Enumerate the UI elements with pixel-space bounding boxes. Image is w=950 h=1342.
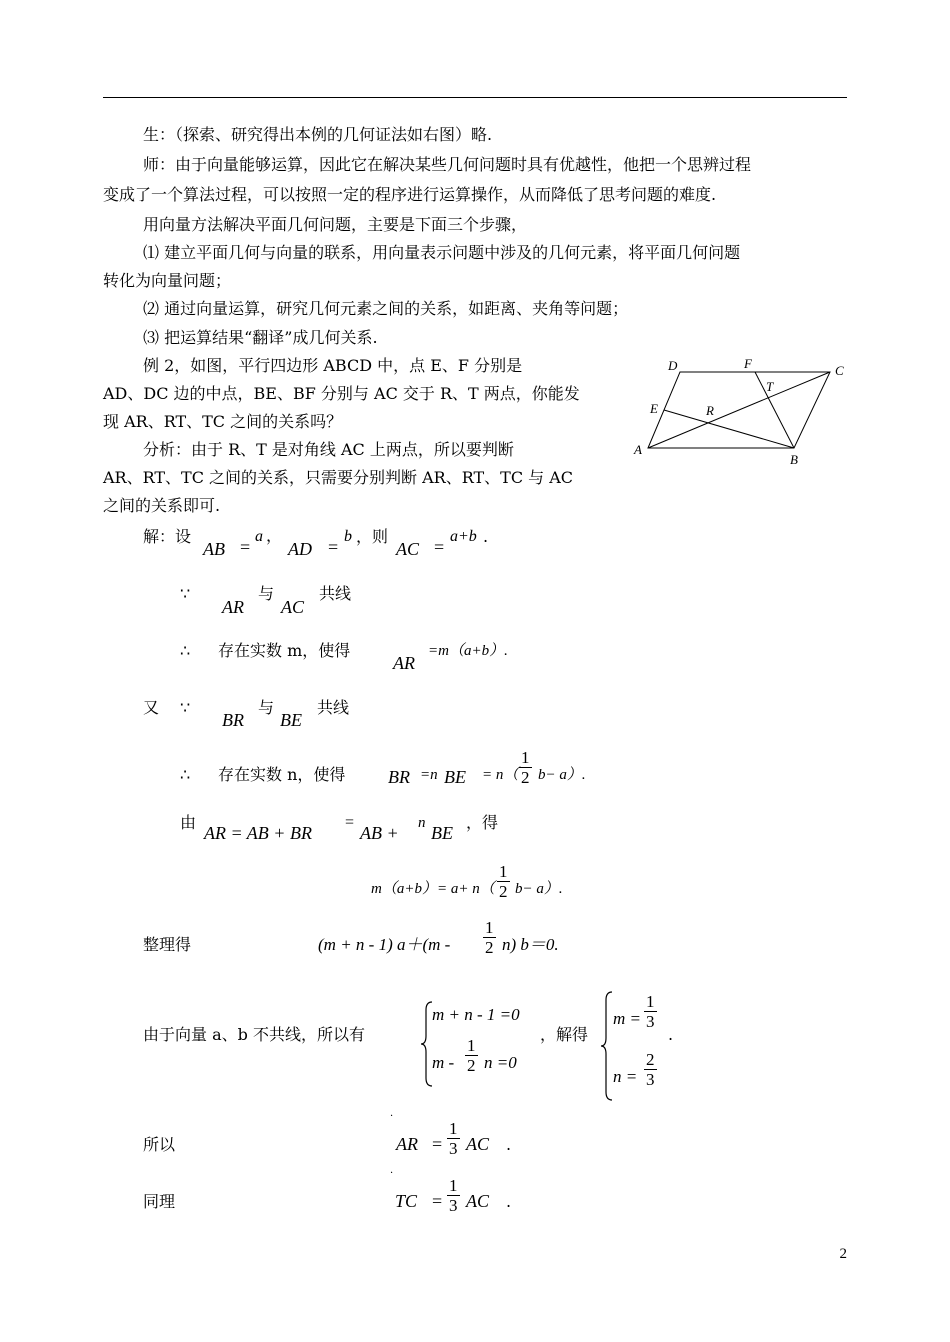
therefore-symbol: ∴	[180, 641, 191, 660]
solution-m: m =	[613, 1009, 641, 1028]
analysis-line-2: AR、RT、TC 之间的关系，只需要分别判断 AR、RT、TC 与 AC	[103, 468, 574, 487]
header-rule	[103, 97, 847, 98]
similarly-label: 同理	[143, 1192, 176, 1211]
label-E: E	[650, 401, 658, 416]
equation-m-n: m（a+b）= a+ n（	[371, 881, 495, 897]
result-AR: AR	[396, 1134, 418, 1154]
also-text: 又	[143, 698, 160, 717]
fraction-numerator: 1	[485, 918, 494, 937]
paragraph-steps-intro: 用向量方法解决平面几何问题，主要是下面三个步骤，	[143, 215, 528, 234]
because-symbol: ∵	[180, 584, 191, 603]
fraction-numerator: 1	[467, 1036, 476, 1055]
vec-a-plus-b: a+b	[450, 528, 477, 545]
vec-AB-plus: AB +	[360, 823, 399, 843]
vec-AD: AD	[288, 539, 312, 559]
exists-n-text: 存在实数 n，使得	[218, 765, 346, 784]
result-eq: =	[432, 1134, 443, 1154]
exists-m-text: 存在实数 m，使得	[218, 641, 351, 660]
example-line-2: AD、DC 边的中点，BE、BF 分别与 AC 交于 R、T 两点，你能发	[103, 384, 580, 403]
n-expression-end: b− a）.	[538, 767, 586, 783]
then-text: ，则	[356, 527, 389, 546]
example-line-3: 现 AR、RT、TC 之间的关系吗？	[103, 412, 343, 431]
n-coefficient: n	[418, 815, 426, 831]
by-text: 由	[180, 813, 197, 832]
step-3: ⑶ 把运算结果“翻译”成几何关系.	[143, 328, 378, 347]
solve-text: ，解得	[540, 1025, 589, 1044]
simplified-equation-a: (m + n - 1) a＋(m -	[318, 935, 451, 954]
paragraph-teacher-2: 变成了一个算法过程，可以按照一定的程序进行运算操作，从而降低了思考问题的难度.	[103, 185, 717, 204]
vec-BE: BE	[280, 710, 302, 730]
therefore-symbol-2: ∴	[180, 765, 191, 784]
fraction-numerator: 1	[646, 992, 655, 1011]
fraction-half	[518, 748, 533, 787]
fraction-numerator: 2	[646, 1050, 655, 1069]
vec-BR-2: BR	[388, 767, 410, 787]
fraction-denominator: 2	[499, 882, 508, 901]
m-expression: =m（a+b）.	[428, 643, 508, 659]
result-period-2: .	[506, 1192, 512, 1211]
result-period: .	[506, 1135, 512, 1154]
step-1-line-2: 转化为向量问题；	[103, 271, 232, 290]
because-symbol-2: ∵	[180, 698, 191, 717]
vec-AR: AR	[222, 597, 244, 617]
vec-AB: AB	[203, 539, 225, 559]
label-A: A	[634, 442, 642, 457]
system-eq-2b: n =0	[484, 1053, 517, 1072]
result-AC-2: AC	[466, 1191, 490, 1211]
vec-AC: AC	[396, 539, 420, 559]
vec-AR-2: AR	[393, 653, 415, 673]
fraction-denominator: 2	[485, 938, 494, 957]
page-number: 2	[839, 1246, 847, 1262]
n-expression-start: = n（	[482, 767, 519, 783]
analysis-line-3: 之间的关系即可.	[103, 496, 221, 515]
vec-a: a	[255, 528, 263, 545]
paragraph-student: 生：（探索、研究得出本例的几何证法如右图）略.	[143, 125, 493, 144]
fraction-two-thirds	[643, 1050, 658, 1089]
fraction-numerator: 1	[521, 748, 530, 767]
with-text: 与	[258, 584, 275, 603]
label-B: B	[790, 452, 798, 467]
fraction-half-2	[496, 862, 511, 901]
step-1-line-1: ⑴ 建立平面几何与向量的联系，用向量表示问题中涉及的几何元素，将平面几何问题	[143, 243, 741, 262]
fraction-denominator: 3	[449, 1139, 458, 1158]
vector-arrow-mark: ·	[390, 1111, 394, 1122]
result-TC: TC	[395, 1191, 418, 1211]
simplified-equation-b: n) b＝0.	[502, 935, 559, 954]
fraction-numerator: 1	[449, 1119, 458, 1138]
equals-sign: =	[434, 537, 445, 557]
vec-BE-2: BE	[444, 767, 466, 787]
fraction-half-3	[482, 918, 497, 957]
solution-period: .	[668, 1025, 674, 1044]
fraction-denominator: 3	[646, 1070, 655, 1089]
fraction-one-third	[643, 992, 658, 1031]
with-text-2: 与	[258, 698, 275, 717]
vector-sum-expression: AR = AB + BR	[204, 823, 312, 843]
get-text: ，得	[466, 813, 499, 832]
collinear-text: 共线	[319, 584, 352, 603]
example-line-1: 例 2，如图，平行四边形 ABCD 中，点 E、F 分别是	[143, 356, 523, 375]
fraction-numerator: 1	[499, 862, 508, 881]
non-collinear-text: 由于向量 a、b 不共线，所以有	[143, 1025, 365, 1044]
vec-BE-3: BE	[431, 823, 453, 843]
vector-arrow-mark: ·	[390, 1168, 394, 1179]
label-D: D	[668, 358, 678, 373]
therefore-label: 所以	[143, 1135, 176, 1154]
equals-sign: =	[240, 537, 251, 557]
label-C: C	[835, 363, 844, 378]
collinear-text-2: 共线	[317, 698, 350, 717]
vec-b: b	[344, 528, 352, 545]
label-T: T	[766, 379, 774, 394]
fraction-denominator: 3	[646, 1012, 655, 1031]
simplify-label: 整理得	[143, 935, 192, 954]
comma: ，	[266, 528, 283, 545]
equals-sign: =	[328, 537, 339, 557]
vec-AC-2: AC	[281, 597, 305, 617]
fraction-one-third-2	[446, 1119, 461, 1158]
fraction-denominator: 3	[449, 1196, 458, 1215]
vec-BR: BR	[222, 710, 244, 730]
fraction-denominator: 2	[467, 1056, 476, 1075]
fraction-one-third-3	[446, 1176, 461, 1215]
fraction-numerator: 1	[449, 1176, 458, 1195]
paragraph-teacher-1: 师：由于向量能够运算，因此它在解决某些几何问题时具有优越性，他把一个思辨过程	[143, 155, 752, 174]
step-2: ⑵ 通过向量运算，研究几何元素之间的关系，如距离、夹角等问题；	[143, 299, 629, 318]
solution-n: n =	[613, 1067, 638, 1086]
system-eq-1: m + n - 1 =0	[432, 1005, 520, 1024]
equation-m-n-end: b− a）.	[515, 881, 563, 897]
solution-brace-left	[600, 990, 614, 1102]
equals-raised: =	[345, 814, 355, 831]
period: .	[483, 527, 489, 546]
result-AC: AC	[466, 1134, 490, 1154]
solution-intro: 解：设	[143, 527, 192, 546]
n-factor: =n	[420, 767, 438, 783]
system-eq-2a: m -	[432, 1053, 455, 1072]
analysis-line-1: 分析：由于 R、T 是对角线 AC 上两点，所以要判断	[143, 440, 514, 459]
parallelogram-figure	[630, 355, 850, 475]
fraction-denominator: 2	[521, 768, 530, 787]
fraction-half-4	[464, 1036, 479, 1075]
result-eq-2: =	[432, 1191, 443, 1211]
label-F: F	[744, 356, 752, 371]
label-R: R	[706, 403, 714, 418]
